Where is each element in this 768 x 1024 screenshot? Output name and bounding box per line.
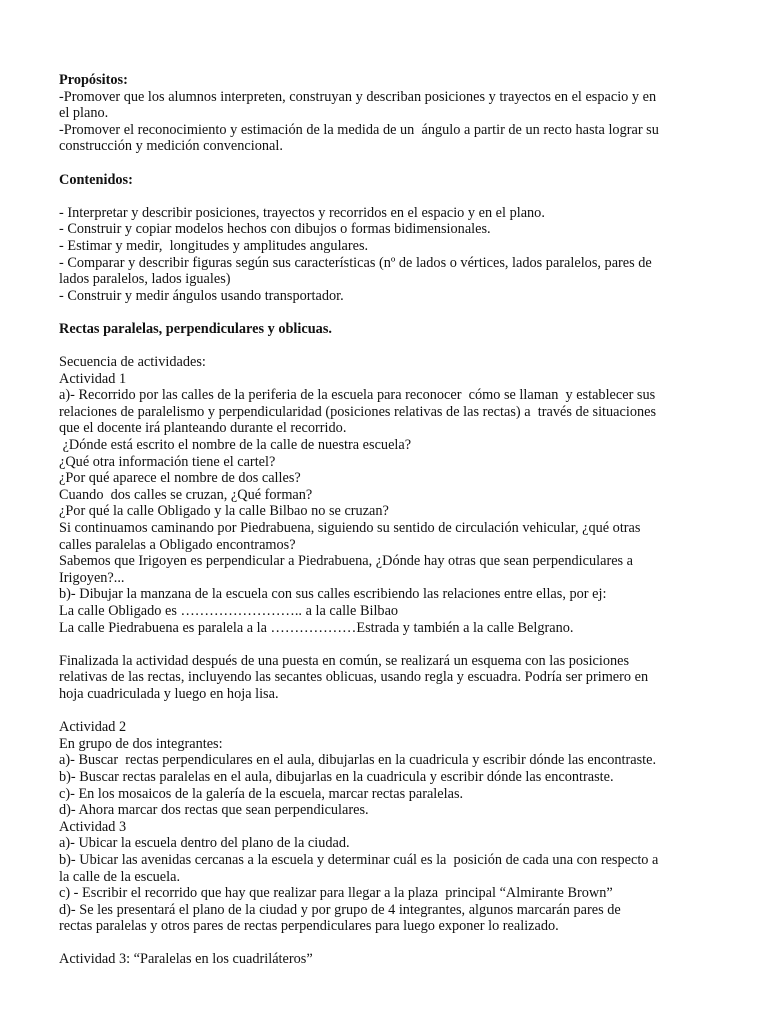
text-line: Si continuamos caminando por Piedrabuena, siguiendo su sentido de circulación vehicular, ¿qué otras	[59, 520, 641, 537]
text-line: relativas de las rectas, incluyendo las secantes oblicuas, usando regla y escuadra. Podría ser primero en	[59, 669, 649, 686]
text-line: ¿Qué otra información tiene el cartel?	[59, 453, 276, 470]
text-line: - Construir y copiar modelos hechos con dibujos o formas bidimensionales.	[59, 221, 491, 238]
text-line: a)- Ubicar la escuela dentro del plano de la ciudad.	[59, 835, 350, 852]
text-line: Actividad 1	[59, 370, 127, 387]
text-line: - Estimar y medir, longitudes y amplitudes angulares.	[59, 237, 369, 254]
text-line: ¿Por qué la calle Obligado y la calle Bilbao no se cruzan?	[59, 503, 389, 520]
text-line: b)- Ubicar las avenidas cercanas a la escuela y determinar cuál es la posición de cada una con respecto a	[59, 851, 659, 868]
text-line: construcción y medición convencional.	[59, 138, 283, 155]
section-spacer	[59, 304, 719, 321]
section-heading: Propósitos:	[59, 72, 128, 88]
text-line: Sabemos que Irigoyen es perpendicular a Piedrabuena, ¿Dónde hay otras que sean perpendiculares a	[59, 553, 634, 570]
text-line: -Promover que los alumnos interpreten, construyan y describan posiciones y trayectos en el espacio y en	[59, 88, 657, 105]
text-line: d)- Se les presentará el plano de la ciudad y por grupo de 4 integrantes, algunos marcarán pares de	[59, 901, 621, 918]
text-line: La calle Obligado es …………………….. a la calle Bilbao	[59, 603, 399, 619]
text-line: d)- Ahora marcar dos rectas que sean perpendiculares.	[59, 802, 369, 819]
text-line: b)- Buscar rectas paralelas en el aula, dibujarlas en la cuadricula y escribir dónde las encontraste.	[59, 768, 614, 785]
text-line: ¿Por qué aparece el nombre de dos calles?	[59, 470, 301, 487]
text-line: lados paralelos, lados iguales)	[59, 271, 231, 288]
text-line: -Promover el reconocimiento y estimación de la medida de un ángulo a partir de un recto hasta lograr su	[59, 121, 659, 138]
text-line: c) - Escribir el recorrido que hay que realizar para llegar a la plaza principal “Almirante Brown”	[59, 885, 613, 902]
text-line: b)- Dibujar la manzana de la escuela con sus calles escribiendo las relaciones entre ellas, por ej:	[59, 586, 607, 603]
text-line: Cuando dos calles se cruzan, ¿Qué forman?	[59, 486, 313, 503]
text-line: Secuencia de actividades:	[59, 354, 206, 371]
text-line: La calle Piedrabuena es paralela a la ………………Estrada y también a la calle Belgrano.	[59, 619, 574, 636]
section-heading: Rectas paralelas, perpendiculares y oblicuas.	[59, 320, 332, 337]
section-spacer	[59, 155, 719, 172]
text-line: hoja cuadriculada y luego en hoja lisa.	[59, 685, 279, 702]
text-line: Actividad 3: “Paralelas en los cuadriláteros”	[59, 951, 313, 968]
section-heading: Contenidos:	[59, 171, 133, 188]
text-line: la calle de la escuela.	[59, 868, 181, 885]
blank-line	[59, 188, 719, 205]
text-line: c)- En los mosaicos de la galería de la escuela, marcar rectas paralelas.	[59, 785, 464, 802]
text-line: - Comparar y describir figuras según sus características (nº de lados o vértices, lados paralelos, pares de	[59, 254, 652, 271]
text-line: Actividad 2	[59, 719, 127, 736]
text-line: relaciones de paralelismo y perpendicularidad (posiciones relativas de las rectas) a través de situaciones	[59, 403, 657, 420]
blank-line	[59, 338, 719, 355]
text-line: a)- Buscar rectas perpendiculares en el aula, dibujarlas en la cuadricula y escribir dónde las encontraste.	[59, 752, 657, 769]
blank-line	[59, 636, 719, 653]
text-line: - Construir y medir ángulos usando transportador.	[59, 287, 344, 304]
text-line: - Interpretar y describir posiciones, trayectos y recorridos en el espacio y en el plano.	[59, 204, 545, 221]
text-line: Actividad 3	[59, 818, 127, 835]
text-line: Irigoyen?...	[59, 569, 125, 586]
text-line: calles paralelas a Obligado encontramos?	[59, 536, 296, 553]
text-line: el plano.	[59, 105, 109, 122]
blank-line	[59, 703, 719, 720]
blank-line	[59, 935, 719, 952]
text-line: En grupo de dos integrantes:	[59, 735, 223, 752]
text-line: Finalizada la actividad después de una puesta en común, se realizará un esquema con las posiciones	[59, 652, 630, 669]
text-line: que el docente irá planteando durante el recorrido.	[59, 420, 347, 437]
text-line: a)- Recorrido por las calles de la periferia de la escuela para reconocer cómo se llaman y establecer sus	[59, 387, 656, 404]
text-line: rectas paralelas y otros pares de rectas perpendiculares para luego exponer lo realizado.	[59, 918, 559, 935]
document-page	[59, 72, 719, 968]
text-line: ¿Dónde está escrito el nombre de la calle de nuestra escuela?	[59, 437, 412, 454]
